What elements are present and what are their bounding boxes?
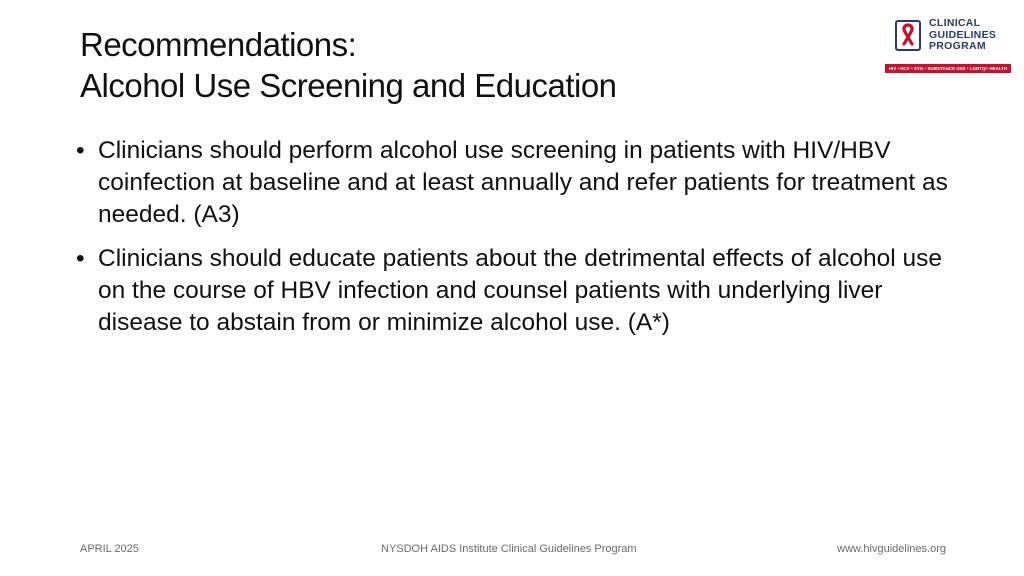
logo-line1: CLINICAL	[929, 17, 981, 29]
slide-title-line1: Recommendations:	[80, 26, 357, 63]
logo-wordmark	[929, 18, 996, 53]
recommendation-item	[76, 135, 956, 231]
footer-url[interactable]: www.hivguidelines.org	[837, 543, 946, 555]
footer-organization: NYSDOH AIDS Institute Clinical Guidelines Program	[381, 543, 637, 555]
bullet-marker: •	[76, 137, 85, 164]
red-ribbon-icon	[897, 22, 919, 49]
slide-title	[80, 24, 617, 106]
recommendation-item	[76, 243, 956, 339]
logo-line3: PROGRAM	[929, 40, 986, 52]
recommendation-text: Clinicians should perform alcohol use screening in patients with HIV/HBV coinfection at baseline and at least annually and refer patients for treatment as needed. (A3)	[98, 137, 948, 228]
bullet-marker: •	[76, 245, 85, 272]
clinical-guidelines-logo	[885, 18, 1013, 78]
logo-frame	[895, 20, 921, 51]
footer-date: APRIL 2025	[80, 543, 139, 555]
recommendation-text: Clinicians should educate patients about the detrimental effects of alcohol use on the course of HBV infection and counsel patients with underlying liver disease to abstain from or minimize alcohol use. (A*)	[98, 245, 942, 336]
slide-title-line2: Alcohol Use Screening and Education	[80, 67, 617, 104]
recommendation-list	[76, 135, 956, 351]
logo-tagline: HIV • HCV • STIs • SUBSTANCE USE • LGBTQ+ HEALTH	[885, 64, 1011, 73]
logo-line2: GUIDELINES	[929, 28, 997, 41]
